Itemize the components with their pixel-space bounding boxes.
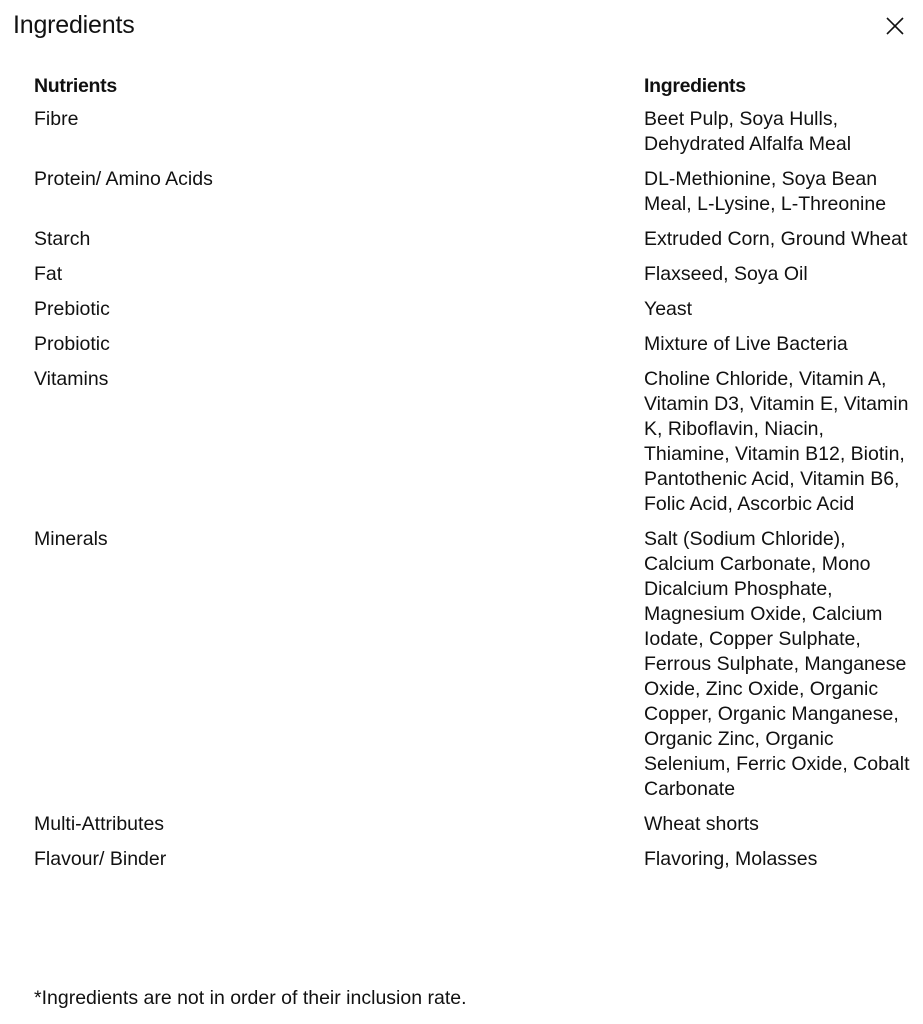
nutrient-cell: Prebiotic bbox=[34, 298, 110, 320]
table-row bbox=[34, 297, 914, 332]
ingredients-cell: Salt (Sodium Chloride), Calcium Carbonate, Mono Dicalcium Phosphate, Magnesium Oxide, Calcium Iodate, Copper Sulphate, Ferrous Sulphate, Manganese Oxide, Zinc Oxide, Organic Copper, Organic Manganese, Organic Zinc, Organic Selenium, Ferric Oxide, Cobalt Carbonate bbox=[644, 528, 910, 800]
table-row bbox=[34, 262, 914, 297]
table-header-row bbox=[34, 74, 914, 107]
nutrient-cell: Starch bbox=[34, 228, 91, 250]
ingredients-cell: DL-Methionine, Soya Bean Meal, L-Lysine, L-Threonine bbox=[644, 168, 887, 215]
table-row bbox=[34, 527, 914, 812]
nutrient-cell: Minerals bbox=[34, 528, 108, 550]
table-row bbox=[34, 367, 914, 527]
dialog-title: Ingredients bbox=[13, 11, 135, 39]
ingredients-cell: Wheat shorts bbox=[644, 813, 759, 835]
table-row bbox=[34, 812, 914, 847]
footnote: *Ingredients are not in order of their inclusion rate. bbox=[34, 987, 467, 1009]
ingredients-cell: Choline Chloride, Vitamin A, Vitamin D3, Vitamin E, Vitamin K, Riboflavin, Niacin, Thiamine, Vitamin B12, Biotin, Pantothenic Acid, Vitamin B6, Folic Acid, Ascorbic Acid bbox=[644, 368, 909, 515]
table-row bbox=[34, 847, 914, 882]
close-icon bbox=[880, 11, 910, 41]
ingredients-cell: Flavoring, Molasses bbox=[644, 848, 818, 870]
ingredients-column-header: Ingredients bbox=[644, 75, 746, 97]
table-row bbox=[34, 107, 914, 167]
nutrient-cell: Vitamins bbox=[34, 368, 109, 390]
ingredients-cell: Yeast bbox=[644, 298, 693, 320]
table-row bbox=[34, 332, 914, 367]
table-row bbox=[34, 167, 914, 227]
table-row bbox=[34, 227, 914, 262]
ingredients-table bbox=[34, 74, 914, 882]
nutrient-cell: Probiotic bbox=[34, 333, 110, 355]
nutrient-cell: Fat bbox=[34, 263, 63, 285]
ingredients-cell: Extruded Corn, Ground Wheat bbox=[644, 228, 908, 250]
ingredients-cell: Mixture of Live Bacteria bbox=[644, 333, 848, 355]
nutrients-column-header: Nutrients bbox=[34, 75, 117, 97]
nutrient-cell: Multi-Attributes bbox=[34, 813, 165, 835]
ingredients-cell: Beet Pulp, Soya Hulls, Dehydrated Alfalfa Meal bbox=[644, 108, 852, 155]
nutrient-cell: Fibre bbox=[34, 108, 79, 130]
close-button[interactable] bbox=[880, 11, 910, 41]
nutrient-cell: Flavour/ Binder bbox=[34, 848, 167, 870]
nutrient-cell: Protein/ Amino Acids bbox=[34, 168, 213, 190]
ingredients-cell: Flaxseed, Soya Oil bbox=[644, 263, 808, 285]
